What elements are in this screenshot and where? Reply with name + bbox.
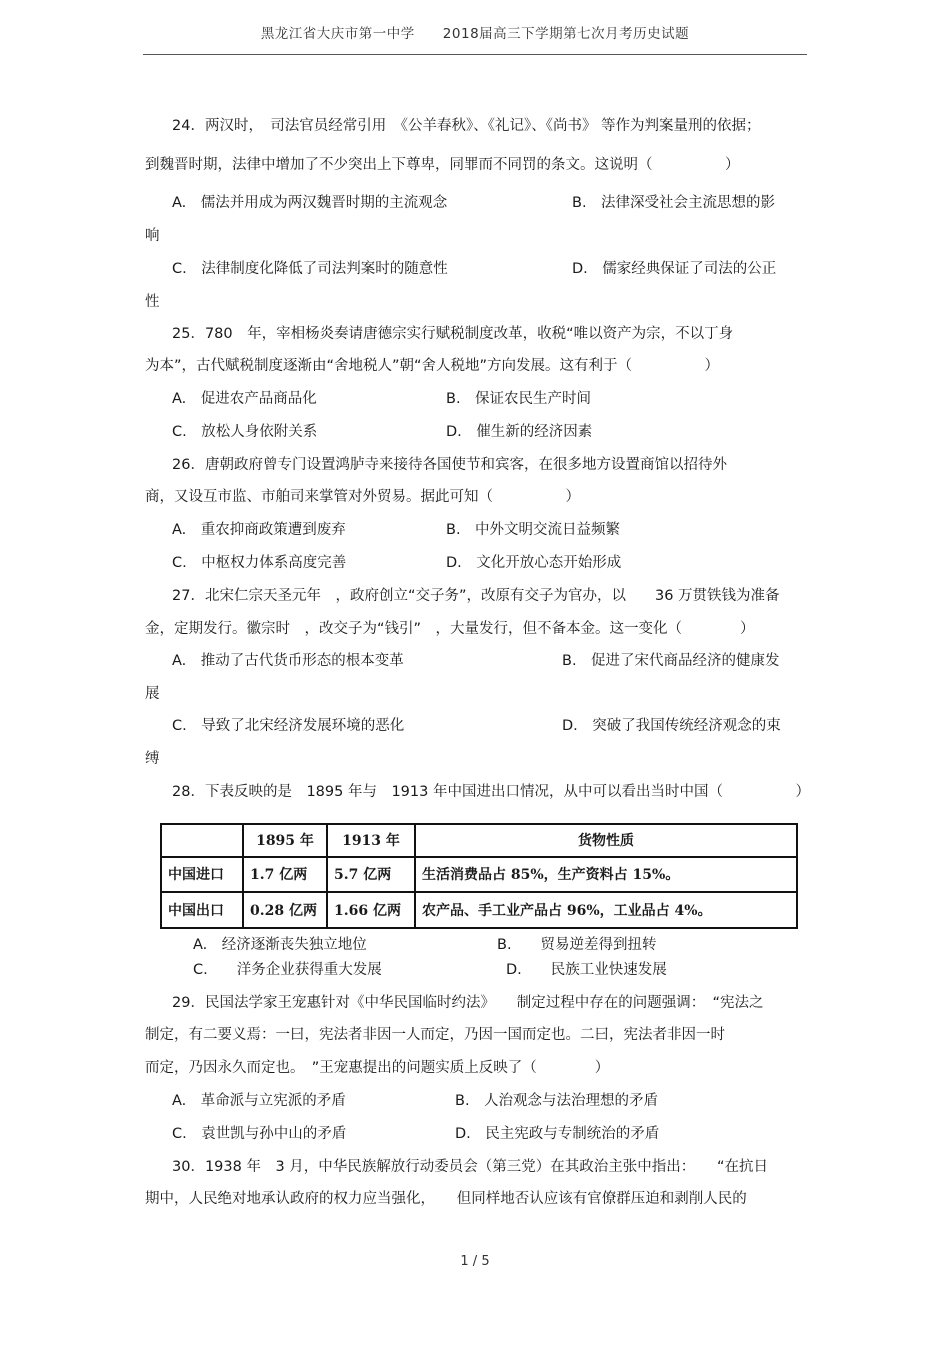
text-line: 为本”，古代赋税制度逐渐由“舍地税人”朝“舍人税地”方向发展。这有利于（ ） (145, 358, 720, 374)
text-line: A. 革命派与立宪派的矛盾 (172, 1093, 346, 1109)
text-line: 29．民国法学家王宠惠针对《中华民国临时约法》 制定过程中存在的问题强调： “宪法之 (172, 995, 764, 1011)
text-line: B. 中外文明交流日益频繁 (446, 522, 621, 538)
table-cell: 1.66 亿两 (327, 892, 415, 928)
text-line: B. 贸易逆差得到扭转 (497, 937, 657, 953)
text-line: D. 文化开放心态开始形成 (446, 555, 622, 571)
text-line: 28．下表反映的是 1895 年与 1913 年中国进出口情况，从中可以看出当时中国（ ） (172, 784, 810, 800)
text-line: 制定，有二要义焉：一曰，宪法者非因一人而定，乃因一国而定也。二曰，宪法者非因一时 (145, 1027, 725, 1043)
text-line: C. 中枢权力体系高度完善 (172, 555, 347, 571)
text-line: 26．唐朝政府曾专门设置鸿胪寺来接待各国使节和宾客，在很多地方设置商馆以招待外 (172, 457, 727, 473)
table-cell: 5.7 亿两 (327, 857, 415, 893)
text-line: 金，定期发行。徽宗时 ，改交子为“钱引” ，大量发行，但不备本金。这一变化（ ） (145, 621, 755, 637)
text-line: B. 法律深受社会主流思想的影 (572, 195, 776, 211)
text-line: D. 民主宪政与专制统治的矛盾 (455, 1126, 660, 1142)
text-line: D. 突破了我国传统经济观念的束 (562, 718, 781, 734)
text-line: 到魏晋时期，法律中增加了不少突出上下尊卑，同罪而不同罚的条文。这说明（ ） (145, 157, 740, 173)
table-header-cell: 1913 年 (327, 824, 415, 857)
table-header-cell: 货物性质 (415, 824, 797, 857)
text-line: D. 催生新的经济因素 (446, 424, 593, 440)
text-line: B. 促进了宋代商品经济的健康发 (562, 653, 780, 669)
text-line: D. 民族工业快速发展 (506, 962, 667, 978)
table-cell: 1.7 亿两 (243, 857, 327, 893)
text-line: B. 保证农民生产时间 (446, 391, 592, 407)
text-line: C. 导致了北宋经济发展环境的恶化 (172, 718, 405, 734)
text-line: 30．1938 年 3 月，中华民族解放行动委员会（第三党）在其政治主张中指出： “在抗日 (172, 1159, 769, 1175)
text-line: 性 (145, 294, 160, 310)
text-line: A. 推动了古代货币形态的根本变革 (172, 653, 404, 669)
table-cell: 生活消费品占 85%，生产资料占 15%。 (415, 857, 797, 893)
text-line: A. 经济逐渐丧失独立地位 (193, 937, 367, 953)
text-line: 24．两汉时， 司法官员经常引用 《公羊春秋》、《礼记》、《尚书》 等作为判案量刑的依据； (172, 118, 761, 134)
text-line: B. 人治观念与法治理想的矛盾 (455, 1093, 659, 1109)
text-line: 响 (145, 228, 160, 244)
text-line: 展 (145, 686, 160, 702)
table-cell: 0.28 亿两 (243, 892, 327, 928)
text-line: C. 放松人身依附关系 (172, 424, 318, 440)
text-line: A. 儒法并用成为两汉魏晋时期的主流观念 (172, 195, 448, 211)
trade-table (160, 823, 798, 929)
table-cell: 中国进口 (161, 857, 243, 893)
text-line: 25．780 年，宰相杨炎奏请唐德宗实行赋税制度改革，收税“唯以资产为宗，不以丁身 (172, 326, 734, 342)
text-line: D. 儒家经典保证了司法的公正 (572, 261, 777, 277)
text-line: C. 洋务企业获得重大发展 (193, 962, 382, 978)
page-header: 黑龙江省大庆市第一中学 2018届高三下学期第七次月考历史试题 (260, 26, 690, 42)
text-line: C. 法律制度化降低了司法判案时的随意性 (172, 261, 448, 277)
text-line: A. 促进农产品商品化 (172, 391, 317, 407)
text-line: A. 重农抑商政策遭到废弃 (172, 522, 346, 538)
table-header-row (161, 824, 797, 857)
text-line: 商，又设互市监、市舶司来掌管对外贸易。据此可知（ ） (145, 489, 580, 505)
table-header-cell (161, 824, 243, 857)
header-rule (143, 54, 807, 55)
table-header-cell: 1895 年 (243, 824, 327, 857)
text-line: 27．北宋仁宗天圣元年 ，政府创立“交子务”，改原有交子为官办，以 36 万贯铁钱为准备 (172, 588, 780, 604)
table-row (161, 892, 797, 928)
text-line: 期中，人民绝对地承认政府的权力应当强化， 但同样地否认应该有官僚群压迫和剥削人民的 (145, 1191, 747, 1207)
text-line: C. 袁世凯与孙中山的矛盾 (172, 1126, 347, 1142)
text-line: 缚 (145, 751, 160, 767)
text-line: 而定，乃因永久而定也。 ”王宠惠提出的问题实质上反映了（ ） (145, 1060, 610, 1076)
table-cell: 农产品、手工业产品占 96%，工业品占 4%。 (415, 892, 797, 928)
page-number: 1 / 5 (460, 1254, 490, 1269)
table-cell: 中国出口 (161, 892, 243, 928)
table-row (161, 857, 797, 893)
